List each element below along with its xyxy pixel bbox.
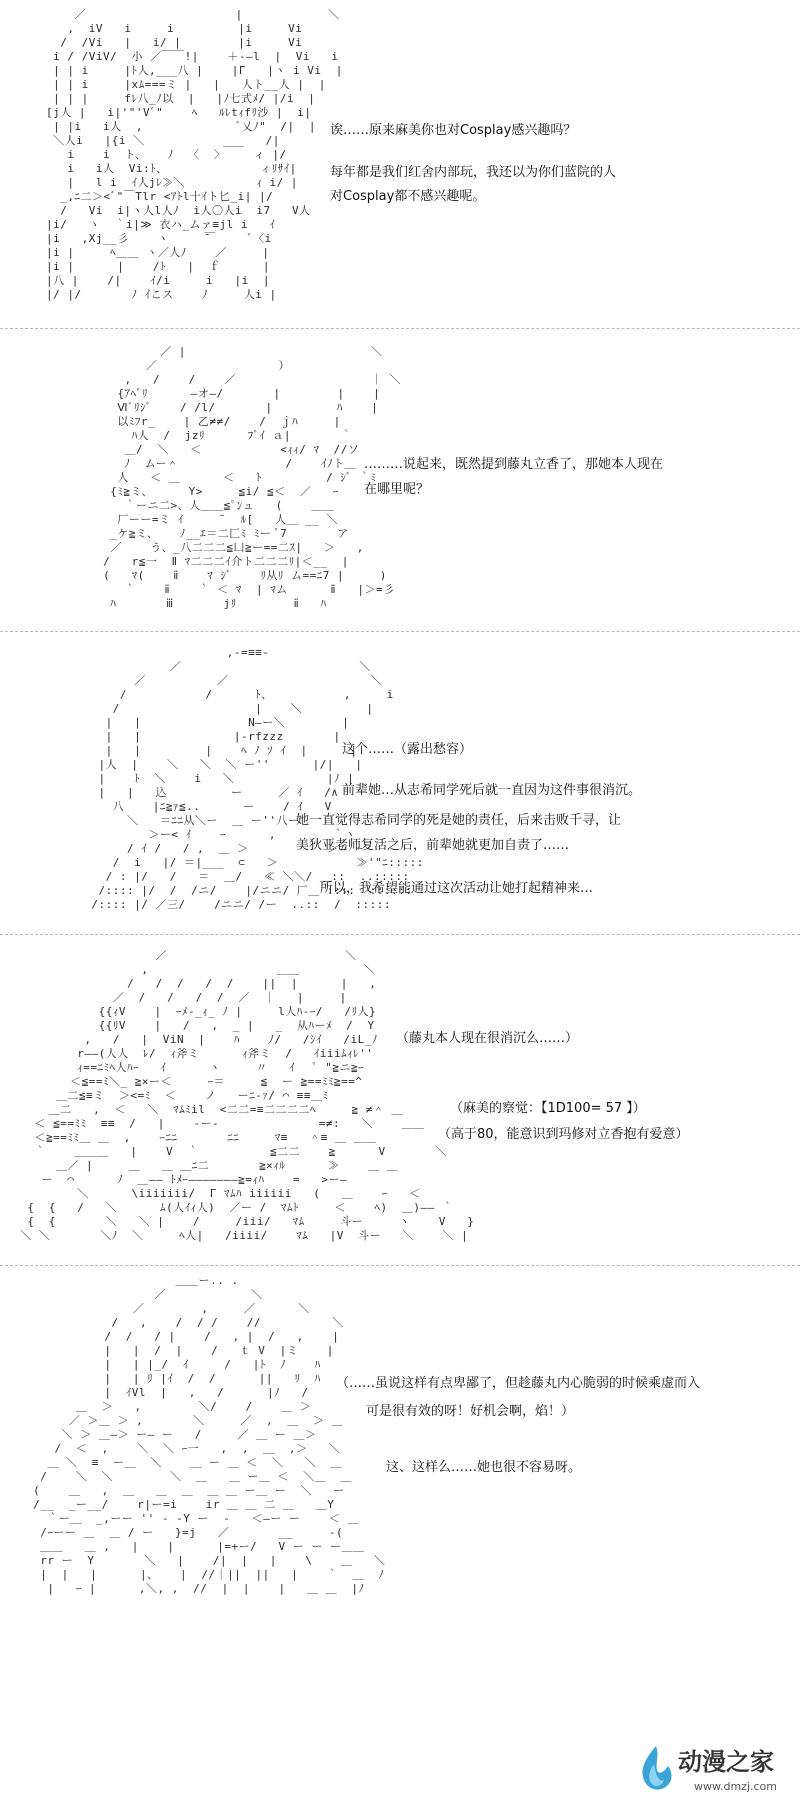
dialogue-line: 对Cosplay都不感兴趣呢。: [330, 189, 486, 204]
dialogue-line: 这、这样么……她也很不容易呀。: [386, 1460, 582, 1475]
ascii-art-character-2: ／ | ＼ ／ ） , / / ／ ｜ ＼ {ｱﾍﾞﾘ ―オ―/ | | | Ⅵﾞﾘｼﾞ / /l/ | ﾊ | 以ﾐﾌr_ | 乙≠≠/ / ｊﾊ | ﾊ人 / jzﾘ ﾌﾞｲ ａ| ｀ ＿/ ＼ ＜ <ｨｨ/ ﾏ //ソ ﾉ ムー＾ / ｲﾉト＿ 人 ＜ ＿ ＜ ﾄ / ｼﾞ ｀ﾐ {ﾐ≧ミ、 Y> ≦i/ ≦＜ ／ ｰ ｀ーニ二>、人＿＿≦ﾟﾝュ ( ＿＿ 厂ーー=ミ ｲ ̄ ﾙ[ 人＿ __ ＼ _ケ≧ミ、 ﾉ__ｴ＝二匚ﾐ ﾐー ﾞ7 ア ／ う、_八二二二≦凵≧ー==二ｽ| ＞ , / r≦一 Ⅱ ﾏ二二二ｲ介ト二二二ﾘ|＜__ | ( ﾏ( ⅱ ﾏ ｼﾞ ﾘ从ﾘ ム==ﾆ7 | ) ｀ ⅱ ｀ ＜ ﾏ | ﾏム ⅱ |＞=彡 ﾊ ⅲ jﾘ ⅱ ﾊ: [103, 345, 402, 610]
flame-icon: [634, 1744, 674, 1794]
dialogue-line: 前辈她…从志希同学死后就一直因为这件事很消沉。: [342, 783, 642, 798]
ascii-art-character-4: ／ ＼ , ＿＿ ＼ / / / / / || | | , ／ / / / / ／ ｜ | | {{ｨV | ｰﾒ-_ｨ_ ﾉ | l人ﾊ-ｰ/ /ﾘ人} {{ﾘV | / , _ | _ 从ﾊーﾒ / Y , / | ViN | ﾊ ﾉ/ /ｼｲ /iL_ﾉ r――(人人 ﾚ/ ｨ斧ミ ｨ斧ミ / ｲiiiﾑｨﾚ'' ｨ==ﾆﾐﾍ人ﾊｰ ｲ ヽ 〃 ｲ ﾟ "≧ニ≧ｰ ＜≦==ﾐ＼_ ≧×ー＜ ｰ＝ ≦ ー ≧==ﾐﾐ≧==^ ＿二≦≡ミ ＞<=ﾐ ＜ ノ ーﾆ‐ｧ/ ⌒ ≡≡＿ﾐ ＿二 , ＜ ＼ ﾏﾑﾐil <二二=≡二二二二ﾍ ≧ ≠＾ ＿ ＜ ≦==ﾐﾐ ≡≡ / | -ー- =≠: ＼ ＿＿ ＜≧==ﾐﾐ＿ ＿ , ｰﾆﾆ ﾆﾆ ﾏ≡ ＾≡ ＿ ＿＿ ｀ ＿＿＿ | V ｀ ≦二二 ≧ V ＼ ＿／ | ＿ ＿ ＿ﾆ二 ≧×ｨﾙ ≫ ＿ ＿ ー ⌒ ﾉ ＿―― ﾄﾒｰ―――――――≧=ｨﾊ = >ー― ＼ \iiiiiii/ Γ ﾏﾑﾊ iiiiii ( ＿ ｰ ＜ { { / ＼ ﾑ(人ｲｨ人) ／ー / ﾏﾑﾄ ＜ ﾍ) ＿)―― ｀ { { ＼ ＼ | / /iii/ ﾏﾑ 斗ー ヽ V } ＼ ＼ ＼ﾉ ＼ ﾍ人| /iiii/ ﾏﾑ |V 斗ー ＼ ＼ |: [20, 949, 475, 1242]
dialogue-line: 在哪里呢？: [364, 482, 430, 497]
panel-3: [0, 632, 800, 934]
panel-2: [0, 329, 800, 631]
dialogue-line: （高于80，能意识到玛修对立香抱有爱意）: [438, 1127, 689, 1142]
ascii-art-character-5: ＿＿ー.. . ／ ＼ ／ , ／ ＼ / , / / / // ＼ / / / | / , | / , | | | / | / ｔ V |ミ | | | |_/ ｲ / |ﾄ ﾉ ﾊ | | ﾘ |ｲ / / || ﾘ ﾊ | ｲVl | , / |ﾉ / ＿ ＞ , ＼/ / ＿ ＞ ／ ＞＿ ＞ , ＼ ／ , ＿ ＞ ＿ ＼ ＞ ＿―＞ ー― ー / ／ ＿ ー ＿＞ / ＜ , ＼ ＼ ｰ一 , , ＿ ,＞ ＼ ＿ ＼ ≡ ー＿ ＼ ＿ ー ＿ ＜ ＼ ＼ ＿ / ＼ ＼ ＼ ＿ ＿ ー＿ ＜ ＼＿ ＿ ( ＿ , ＿ ＿ ＿ ＿ ＿ ー＿ ー ＼ ー /__ _ー__/ r|ー=i ir ＿ ＿ 二 ＿ ＿Y ｀ー＿ _,ーー '' ‐ ‐Y ー ‐ ＜―ー ー ＜ ＿ /ｰーー ＿ ＿ / ー }=j ／ __ ‐( ＿＿ ＿ , | | |=+ー/ V ー ー ー＿＿ rr ー Y ＼ | /| | | \ ＿ ＼ | | | |、 | //｜|| || | ｀ ＿ ﾉ | ｰ | ,＼, , // | | | ＿ ＿ |ﾉ: [33, 1274, 386, 1595]
dialogue-line: （……虽说这样有点卑鄙了，但趁藤丸内心脆弱的时候乘虚而入: [336, 1376, 701, 1391]
watermark-title: 动漫之家: [678, 1748, 774, 1776]
site-watermark: [634, 1738, 784, 1802]
panel-5: [0, 1266, 800, 1814]
dialogue-line: 所以，我希望能通过这次活动让她打起精神来…: [320, 881, 594, 896]
watermark-url: www.dmzj.com: [694, 1780, 777, 1793]
panel-1: [0, 0, 800, 328]
dialogue-line: 每年都是我们红舍内部玩，我还以为你们蓝院的人: [330, 165, 617, 180]
dialogue-line: 美狄亚老师复活之后，前辈她就更加自责了……: [296, 838, 570, 853]
dialogue-line: ………说起来，既然提到藤丸立香了，那她本人现在: [364, 457, 664, 472]
dialogue-line: 可是很有效的呀！好机会啊，焰！）: [366, 1404, 575, 1419]
dialogue-line: 诶……原来麻美你也对Cosplay感兴趣吗？: [330, 123, 577, 138]
panel-4: [0, 935, 800, 1265]
dialogue-line: （藤丸本人现在很消沉么……）: [396, 1031, 579, 1046]
dialogue-line: （麻美的察觉：【1D100= 57 】）: [450, 1101, 646, 1116]
dialogue-line: 她一直觉得志希同学的死是她的责任，后来击败千寻，让: [296, 813, 622, 828]
dialogue-line: 这个……（露出愁容）: [342, 742, 473, 757]
ascii-art-character-3: ,-=≡≡- ／ ＼ ／ ／ ＼ / / ﾄ、 , i / | ＼ | | | N―ー＼ | | | |-rfzzz | | | | ﾍ ﾉ ｿ ｲ | | |人 | ＼ ＼ ＼ ー'' |/| | | ﾄ ＼ i ＼ |ﾉ | | | 込 ー ／ ｲ /∧ 八 |ﾆ≧ｧ≦.. ー / ｲ V ＼ ＝ﾆﾆ从＼ー ＿ ー''八ー ＞ー< ｲ ｰ , ｀ヽ / ｲ / / , ＿ ＞ ＞〃 ｰ / i |/ ＝|___ ⊂ ＞ ≫'"ﾆ::::: / : |/ / ＝ ＿/ ≪ ＼＼/ ＿:: ..::::: /:::: |/ / /ニ/ |/ニニ/ 厂＿ :::: :::::: /:::: |/ ／三/ /ニニ/ /ー ..:: / :::::: [91, 646, 424, 911]
ascii-art-character-1: ／ | ＼ , iV i i |i Vi / /Vi | i/ | |i Vi i / /ViV/ 小 ／￣￣!| ＋-―l | Vi i | | i |ﾄ人,___八 | |Γ |ヽ i Vi | | | i |xﾑ===ミ | | 人ト__人 | | | | | fﾚ八_ﾉ以 | |ﾉ七式ﾒ/ |/i | [j人 | i|'"'Vﾞ" ﾍ ﾙﾚtｨfﾘ沙 | i| | |i i人 , ﾞ乂ﾉ" /| | ＼人i |{i ＼ ___ /| i i ト、 ﾉ 〈 〉 ィ |/ i i人 Vi:ﾄ、 ィﾘｻｲ| | l i ｲ人jﾚ≫＼ ｨ i/ | _,ﾆ二＞<ﾞ"￣Tlr <ｱﾄl十ｲト匕_i| |/ / Vi i|ヽ人l人ﾉ i人〇人i i7 V人 |i/ ヽ ｀i|≫ 衣ハ_ムァ≡jl i ｲ |i ,Xj__彡 ヽ ̄￣ ﾞ〈i |i | ﾍ＿＿ ヽ／人ﾉ ／ | |i | | /ﾄ | ｆ | |八 | /| ｲ/i i |i | |/ |/ ﾉ ｲこス ﾉ 人i |: [46, 8, 343, 301]
